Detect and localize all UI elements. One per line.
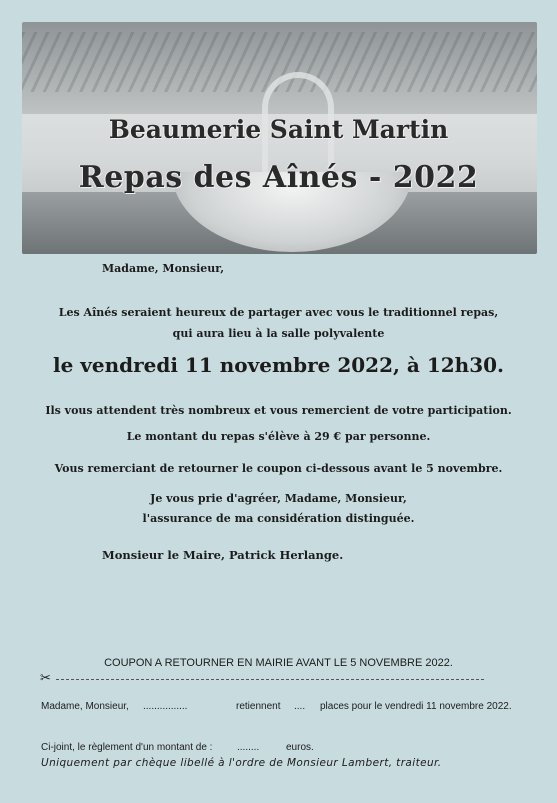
return-note: Vous remerciant de retourner le coupon ci-dessous avant le 5 novembre. [54,462,503,475]
village-name: Beaumerie Saint Martin [108,115,449,144]
intro-line-1: Les Aînés seraient heureux de partager avec vous le traditionnel repas, [58,306,499,319]
cut-line [56,679,484,680]
closing-line-2: l'assurance de ma considération distinguée. [142,512,415,525]
signature: Monsieur le Maire, Patrick Herlange. [102,548,344,562]
closing-line-1: Je vous prie d'agréer, Madame, Monsieur, [150,492,407,505]
price-line: Le montant du repas s'élève à 29 € par personne. [126,430,431,443]
intro-line-2: qui aura lieu à la salle polyvalente [172,327,385,340]
retain-label: retiennent [236,701,281,712]
coupon-title: COUPON A RETOURNER EN MAIRIE AVANT LE 5 NOVEMBRE 2022. [104,657,453,669]
event-date: le vendredi 11 novembre 2022, à 12h30. [52,353,505,377]
event-title: Repas des Aînés - 2022 [78,160,479,195]
amount-field[interactable]: ........ [237,742,260,753]
currency-label: euros. [286,742,314,753]
payment-label: Ci-joint, le règlement d'un montant de : [41,742,213,753]
places-label: places pour le vendredi 11 novembre 2022. [320,701,512,712]
cheque-note: Uniquement par chèque libellé à l'ordre de Monsieur Lambert, traiteur. [41,757,442,769]
scissors-icon: ✂ [40,670,51,685]
places-field[interactable]: .... [294,701,306,712]
names-field[interactable]: ................ [143,701,188,712]
thanks-line: Ils vous attendent très nombreux et vous remercient de votre participation. [45,404,512,417]
greeting: Madame, Monsieur, [102,262,225,275]
coupon-names-label: Madame, Monsieur, [41,701,129,712]
